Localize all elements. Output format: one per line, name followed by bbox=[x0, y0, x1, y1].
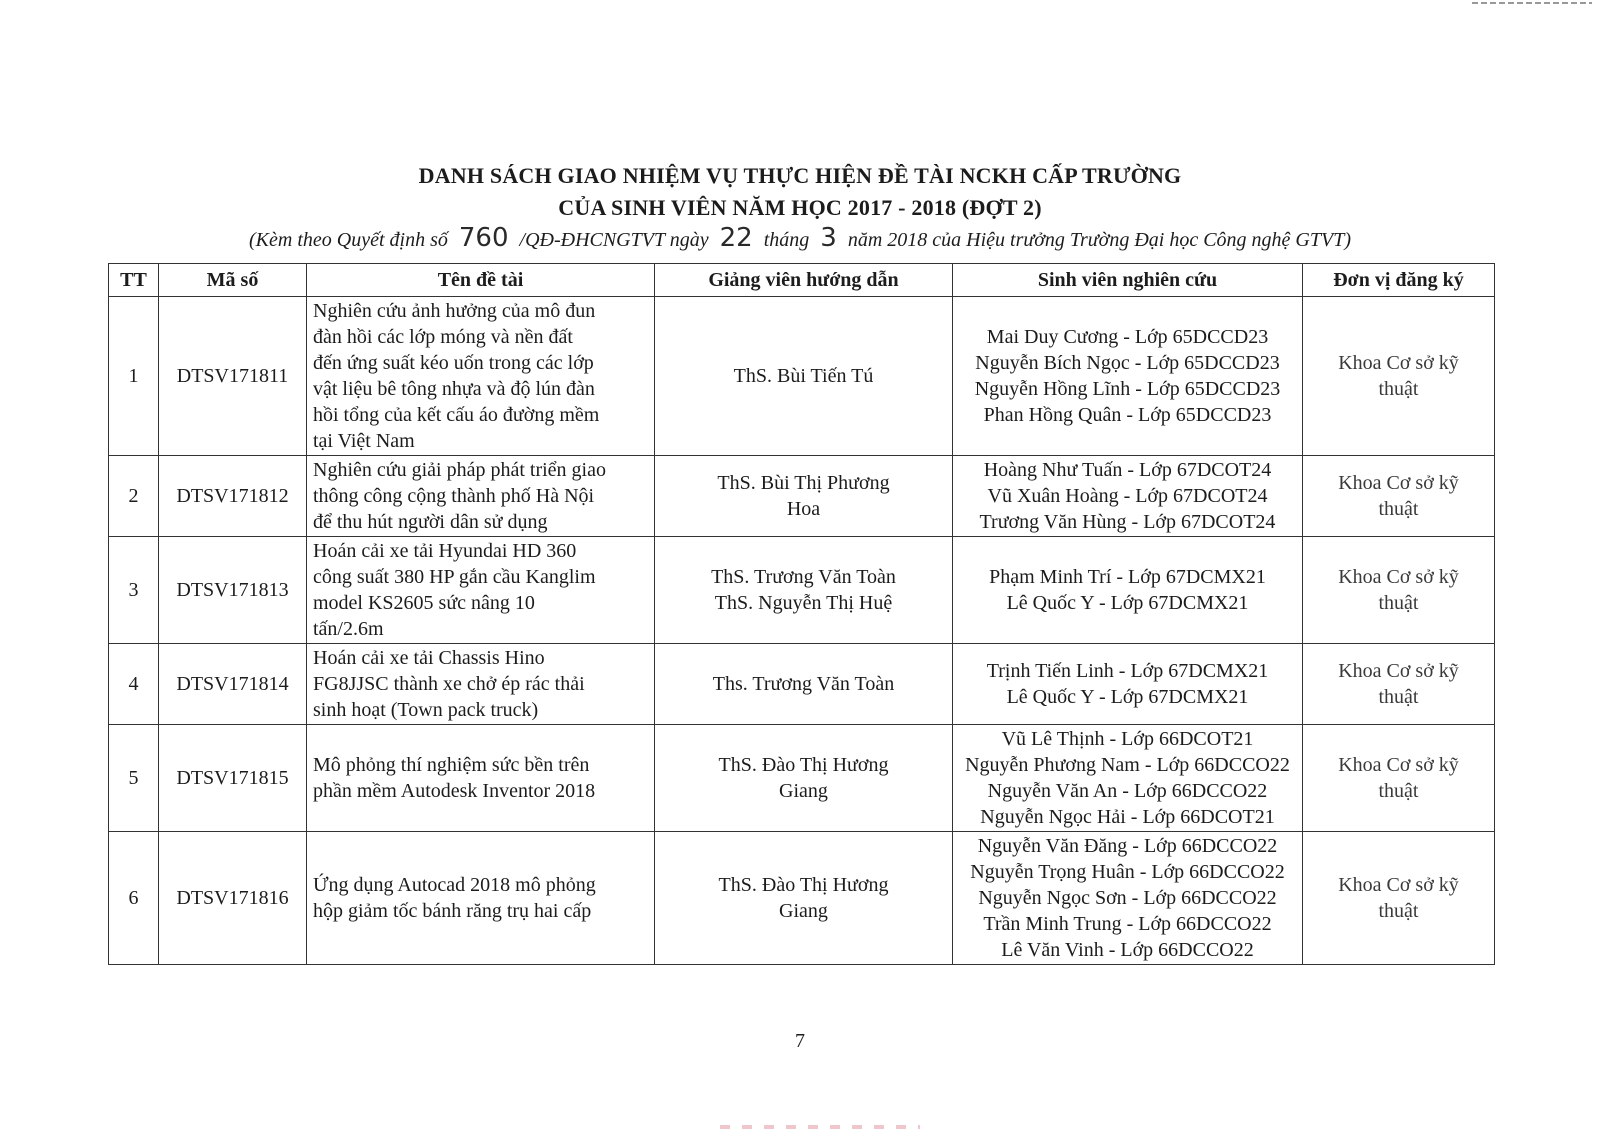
table-row bbox=[109, 832, 1495, 965]
student-entry: Nguyễn Ngọc Hải - Lớp 66DCOT21 bbox=[980, 806, 1275, 828]
cell-unit bbox=[1303, 297, 1495, 456]
cell-code: DTSV171815 bbox=[159, 725, 307, 832]
topic-line: để thu hút người dân sử dụng bbox=[313, 511, 548, 533]
subtitle-part3: tháng bbox=[763, 229, 810, 251]
unit-line: Khoa Cơ sở kỹ bbox=[1338, 874, 1459, 896]
cell-code: DTSV171811 bbox=[159, 297, 307, 456]
cell-unit bbox=[1303, 537, 1495, 644]
document-title-line1: DANH SÁCH GIAO NHIỆM VỤ THỰC HIỆN ĐỀ TÀI NCKH CẤP TRƯỜNG bbox=[418, 163, 1182, 188]
cell-tt: 3 bbox=[109, 537, 159, 644]
unit-line: thuật bbox=[1378, 900, 1419, 922]
student-entry: Phạm Minh Trí - Lớp 67DCMX21 bbox=[989, 566, 1266, 588]
handwritten-month: 3 bbox=[820, 223, 837, 253]
handwritten-day: 22 bbox=[719, 223, 753, 253]
cell-unit bbox=[1303, 644, 1495, 725]
header-unit: Đơn vị đăng ký bbox=[1303, 264, 1495, 297]
table-row bbox=[109, 537, 1495, 644]
header-advisor: Giảng viên hướng dẫn bbox=[655, 264, 953, 297]
student-entry: Trần Minh Trung - Lớp 66DCCO22 bbox=[983, 913, 1272, 935]
topic-line: Mô phỏng thí nghiệm sức bền trên bbox=[313, 754, 590, 776]
cell-students bbox=[953, 644, 1303, 725]
topic-line: model KS2605 sức nâng 10 bbox=[313, 592, 535, 614]
table-row bbox=[109, 725, 1495, 832]
student-entry: Vũ Xuân Hoàng - Lớp 67DCOT24 bbox=[987, 485, 1268, 507]
cell-unit bbox=[1303, 456, 1495, 537]
student-entry: Nguyễn Trọng Huân - Lớp 66DCCO22 bbox=[970, 861, 1285, 883]
topic-line: Nghiên cứu ảnh hưởng của mô đun bbox=[313, 300, 596, 322]
cell-advisor bbox=[655, 456, 953, 537]
advisor-name: ThS. Nguyễn Thị Huệ bbox=[714, 592, 893, 614]
student-entry: Trương Văn Hùng - Lớp 67DCOT24 bbox=[979, 511, 1276, 533]
student-entry: Nguyễn Ngọc Sơn - Lớp 66DCCO22 bbox=[978, 887, 1277, 909]
student-entry: Lê Quốc Y - Lớp 67DCMX21 bbox=[1006, 686, 1249, 708]
unit-line: thuật bbox=[1378, 378, 1419, 400]
cell-tt: 4 bbox=[109, 644, 159, 725]
unit-line: thuật bbox=[1378, 498, 1419, 520]
cell-tt: 6 bbox=[109, 832, 159, 965]
topic-line: tại Việt Nam bbox=[313, 430, 415, 452]
cell-advisor bbox=[655, 725, 953, 832]
advisor-name: Giang bbox=[779, 780, 828, 802]
handwritten-decision-number: 760 bbox=[458, 223, 509, 253]
student-entry: Nguyễn Bích Ngọc - Lớp 65DCCD23 bbox=[975, 352, 1280, 374]
student-entry: Nguyễn Phương Nam - Lớp 66DCCO22 bbox=[965, 754, 1290, 776]
cell-code: DTSV171813 bbox=[159, 537, 307, 644]
advisor-name: ThS. Đào Thị Hương bbox=[718, 874, 889, 896]
cell-students bbox=[953, 725, 1303, 832]
cell-tt: 5 bbox=[109, 725, 159, 832]
document-subtitle bbox=[0, 223, 1600, 253]
table-row bbox=[109, 644, 1495, 725]
document-title-line2: CỦA SINH VIÊN NĂM HỌC 2017 - 2018 (ĐỢT 2) bbox=[558, 195, 1042, 220]
topic-line: đến ứng suất kéo uốn trong các lớp bbox=[313, 352, 594, 374]
student-entry: Phan Hồng Quân - Lớp 65DCCD23 bbox=[983, 404, 1272, 426]
advisor-name: Ths. Trương Văn Toàn bbox=[712, 673, 895, 695]
cell-topic bbox=[307, 832, 655, 965]
cell-students bbox=[953, 297, 1303, 456]
unit-line: Khoa Cơ sở kỹ bbox=[1338, 660, 1459, 682]
scan-artifact-bottom bbox=[720, 1125, 920, 1129]
student-entry: Lê Văn Vinh - Lớp 66DCCO22 bbox=[1001, 939, 1254, 961]
header-code: Mã số bbox=[159, 264, 307, 297]
table-row bbox=[109, 297, 1495, 456]
topic-line: thông công cộng thành phố Hà Nội bbox=[313, 485, 595, 507]
cell-students bbox=[953, 456, 1303, 537]
unit-line: Khoa Cơ sở kỹ bbox=[1338, 566, 1459, 588]
unit-line: Khoa Cơ sở kỹ bbox=[1338, 472, 1459, 494]
scan-artifact-top bbox=[1472, 2, 1592, 4]
assignment-table bbox=[108, 263, 1495, 965]
cell-code: DTSV171814 bbox=[159, 644, 307, 725]
student-entry: Vũ Lê Thịnh - Lớp 66DCOT21 bbox=[1001, 728, 1254, 750]
cell-students bbox=[953, 832, 1303, 965]
unit-line: thuật bbox=[1378, 592, 1419, 614]
student-entry: Lê Quốc Y - Lớp 67DCMX21 bbox=[1006, 592, 1249, 614]
subtitle-part2: /QĐ-ĐHCNGTVT ngày bbox=[519, 229, 709, 251]
topic-line: Hoán cải xe tải Hyundai HD 360 bbox=[313, 540, 577, 562]
topic-line: sinh hoạt (Town pack truck) bbox=[313, 699, 539, 721]
advisor-name: ThS. Bùi Thị Phương bbox=[717, 472, 890, 494]
topic-line: Hoán cải xe tải Chassis Hino bbox=[313, 647, 545, 669]
cell-advisor bbox=[655, 297, 953, 456]
advisor-name: Giang bbox=[779, 900, 828, 922]
topic-line: hồi tổng của kết cấu áo đường mềm bbox=[313, 404, 600, 426]
topic-line: Ứng dụng Autocad 2018 mô phỏng bbox=[313, 874, 596, 896]
cell-tt: 2 bbox=[109, 456, 159, 537]
cell-topic bbox=[307, 644, 655, 725]
unit-line: Khoa Cơ sở kỹ bbox=[1338, 352, 1459, 374]
cell-tt: 1 bbox=[109, 297, 159, 456]
subtitle-part4: năm 2018 của Hiệu trưởng Trường Đại học Công nghệ GTVT) bbox=[847, 229, 1351, 251]
header-students: Sinh viên nghiên cứu bbox=[953, 264, 1303, 297]
topic-line: FG8JJSC thành xe chở ép rác thải bbox=[313, 673, 585, 695]
cell-advisor bbox=[655, 537, 953, 644]
cell-code: DTSV171816 bbox=[159, 832, 307, 965]
table-header-row bbox=[109, 264, 1495, 297]
unit-line: thuật bbox=[1378, 686, 1419, 708]
table-row bbox=[109, 456, 1495, 537]
table-body bbox=[109, 297, 1495, 965]
cell-advisor bbox=[655, 832, 953, 965]
advisor-name: ThS. Đào Thị Hương bbox=[718, 754, 889, 776]
cell-students bbox=[953, 537, 1303, 644]
page-number: 7 bbox=[795, 1030, 805, 1052]
cell-code: DTSV171812 bbox=[159, 456, 307, 537]
header-tt: TT bbox=[109, 264, 159, 297]
student-entry: Nguyễn Văn An - Lớp 66DCCO22 bbox=[987, 780, 1268, 802]
topic-line: công suất 380 HP gắn cầu Kanglim bbox=[313, 566, 596, 588]
cell-topic bbox=[307, 725, 655, 832]
student-entry: Nguyễn Hồng Lĩnh - Lớp 65DCCD23 bbox=[974, 378, 1281, 400]
cell-advisor bbox=[655, 644, 953, 725]
unit-line: Khoa Cơ sở kỹ bbox=[1338, 754, 1459, 776]
subtitle-part1: (Kèm theo Quyết định số bbox=[249, 229, 448, 251]
student-entry: Mai Duy Cương - Lớp 65DCCD23 bbox=[986, 326, 1269, 348]
topic-line: phần mềm Autodesk Inventor 2018 bbox=[313, 780, 596, 802]
topic-line: tấn/2.6m bbox=[313, 618, 384, 640]
student-entry: Nguyễn Văn Đăng - Lớp 66DCCO22 bbox=[977, 835, 1278, 857]
cell-unit bbox=[1303, 832, 1495, 965]
student-entry: Hoàng Như Tuấn - Lớp 67DCOT24 bbox=[983, 459, 1272, 481]
cell-topic bbox=[307, 297, 655, 456]
topic-line: hộp giảm tốc bánh răng trụ hai cấp bbox=[313, 900, 592, 922]
cell-topic bbox=[307, 537, 655, 644]
cell-unit bbox=[1303, 725, 1495, 832]
student-entry: Trịnh Tiến Linh - Lớp 67DCMX21 bbox=[986, 660, 1269, 682]
header-topic: Tên đề tài bbox=[307, 264, 655, 297]
cell-topic bbox=[307, 456, 655, 537]
topic-line: vật liệu bê tông nhựa và độ lún đàn bbox=[313, 378, 595, 400]
advisor-name: ThS. Trương Văn Toàn bbox=[711, 566, 896, 588]
topic-line: Nghiên cứu giải pháp phát triển giao bbox=[313, 459, 606, 481]
advisor-name: Hoa bbox=[786, 498, 821, 520]
topic-line: đàn hồi các lớp móng và nền đất bbox=[313, 326, 573, 348]
advisor-name: ThS. Bùi Tiến Tú bbox=[733, 365, 874, 387]
unit-line: thuật bbox=[1378, 780, 1419, 802]
